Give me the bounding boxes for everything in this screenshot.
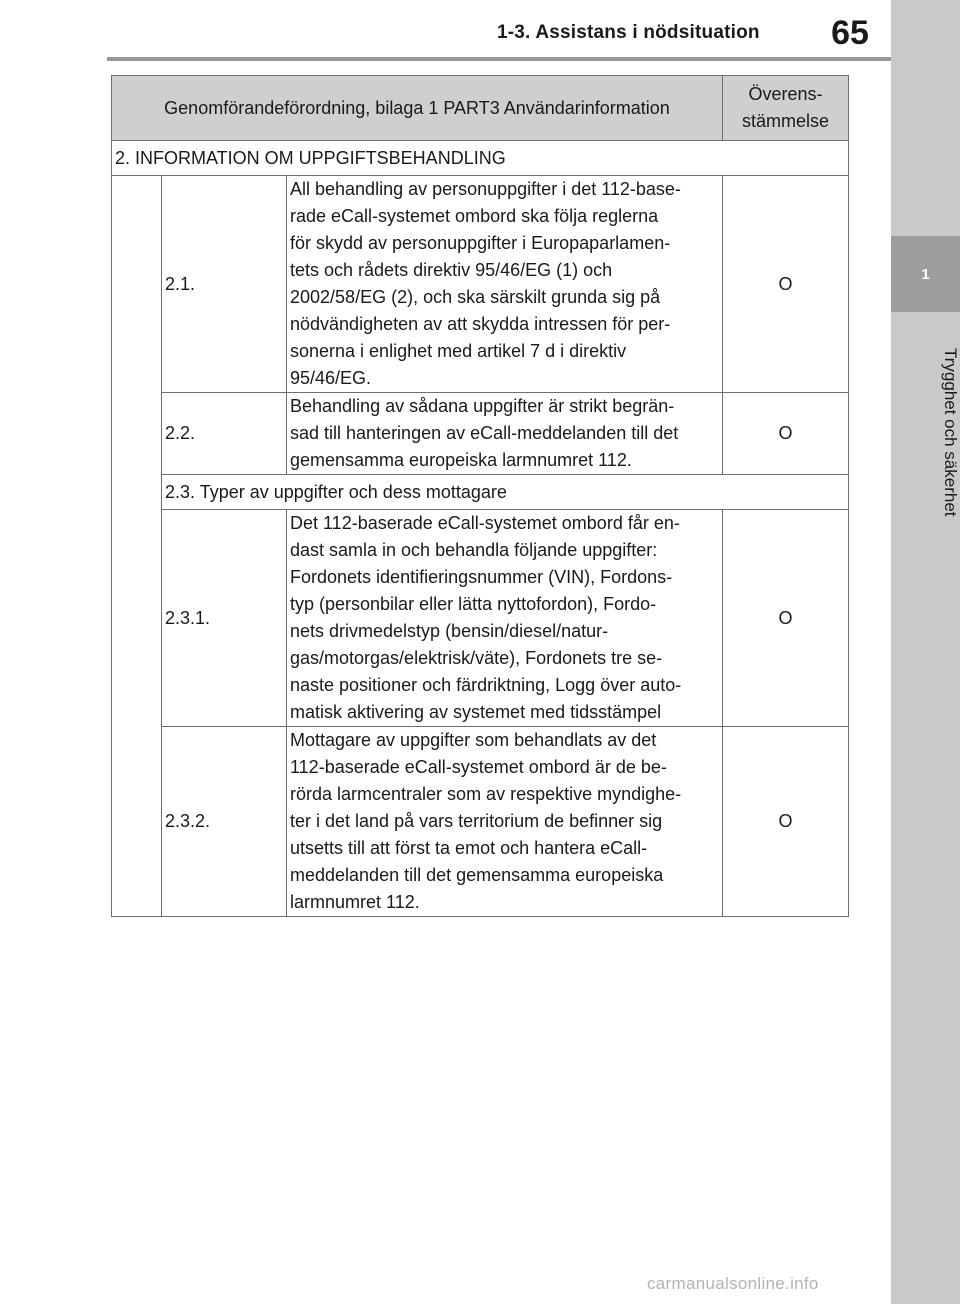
- text-line: Behandling av sådana uppgifter är strikt begrän-: [290, 396, 675, 416]
- header-conformity-line2: stämmelse: [742, 111, 830, 131]
- compliance-table: [111, 75, 849, 917]
- text-line: All behandling av personuppgifter i det 112-base-: [290, 179, 681, 199]
- table-row: [112, 727, 849, 917]
- text-line: rade eCall-systemet ombord ska följa reglerna: [290, 206, 659, 226]
- text-line: meddelanden till det gemensamma europeiska: [290, 865, 664, 885]
- text-line: gemensamma europeiska larmnumret 112.: [290, 450, 632, 470]
- row-conformity: O: [723, 510, 849, 727]
- page-number: 65: [831, 14, 869, 52]
- row-text: [287, 510, 723, 727]
- row-text: [287, 727, 723, 917]
- text-line: dast samla in och behandla följande uppgifter:: [290, 540, 658, 560]
- header-conformity-line1: Överens-: [748, 84, 823, 104]
- text-line: gas/motorgas/elektrisk/väte), Fordonets tre se-: [290, 648, 663, 668]
- indent-cell: [112, 176, 162, 917]
- row-conformity: O: [723, 176, 849, 393]
- text-line: 95/46/EG.: [290, 368, 372, 388]
- text-line: larmnumret 112.: [290, 892, 420, 912]
- section-heading: 2. INFORMATION OM UPPGIFTSBEHANDLING: [112, 141, 849, 176]
- watermark: carmanualsonline.info: [647, 1274, 819, 1293]
- text-line: naste positioner och färdriktning, Logg över auto-: [290, 675, 682, 695]
- table-header-row: [112, 76, 849, 141]
- row-number: 2.3.1.: [162, 510, 287, 727]
- text-line: 2002/58/EG (2), och ska särskilt grunda sig på: [290, 287, 661, 307]
- section-row: [112, 141, 849, 176]
- text-line: ter i det land på vars territorium de befinner sig: [290, 811, 663, 831]
- chapter-side-tab: [891, 0, 960, 1304]
- text-line: sonerna i enlighet med artikel 7 d i direktiv: [290, 341, 627, 361]
- text-line: sad till hanteringen av eCall-meddelanden till det: [290, 423, 679, 443]
- row-number: 2.2.: [162, 393, 287, 475]
- row-text: [287, 393, 723, 475]
- header-divider: [107, 57, 891, 61]
- row-number: 2.3.2.: [162, 727, 287, 917]
- table-row: [112, 393, 849, 475]
- text-line: rörda larmcentraler som av respektive myndighe-: [290, 784, 682, 804]
- subsection-row: [112, 475, 849, 510]
- text-line: typ (personbilar eller lätta nyttofordon), Fordo-: [290, 594, 657, 614]
- header-conformity: [723, 76, 849, 141]
- text-line: Mottagare av uppgifter som behandlats av det: [290, 730, 657, 750]
- table-row: [112, 510, 849, 727]
- section-title: 1-3. Assistans i nödsituation: [497, 22, 760, 43]
- text-line: matisk aktivering av systemet med tidsstämpel: [290, 702, 662, 722]
- text-line: för skydd av personuppgifter i Europaparlamen-: [290, 233, 671, 253]
- row-conformity: O: [723, 393, 849, 475]
- text-line: 112-baserade eCall-systemet ombord är de be-: [290, 757, 667, 777]
- table-row: [112, 176, 849, 393]
- text-line: nödvändigheten av att skydda intressen för per-: [290, 314, 671, 334]
- text-line: utsetts till att först ta emot och hantera eCall-: [290, 838, 648, 858]
- header-regulation: Genomförandeförordning, bilaga 1 PART3 Användarinformation: [112, 76, 723, 141]
- text-line: Det 112-baserade eCall-systemet ombord får en-: [290, 513, 680, 533]
- text-line: tets och rådets direktiv 95/46/EG (1) och: [290, 260, 613, 280]
- chapter-number: 1: [891, 236, 960, 312]
- row-text: [287, 176, 723, 393]
- text-line: nets drivmedelstyp (bensin/diesel/natur-: [290, 621, 609, 641]
- subsection-heading: 2.3. Typer av uppgifter och dess mottagare: [162, 475, 849, 510]
- row-number: 2.1.: [162, 176, 287, 393]
- row-conformity: O: [723, 727, 849, 917]
- text-line: Fordonets identifieringsnummer (VIN), Fordons-: [290, 567, 673, 587]
- chapter-title: Trygghet och säkerhet: [941, 347, 960, 517]
